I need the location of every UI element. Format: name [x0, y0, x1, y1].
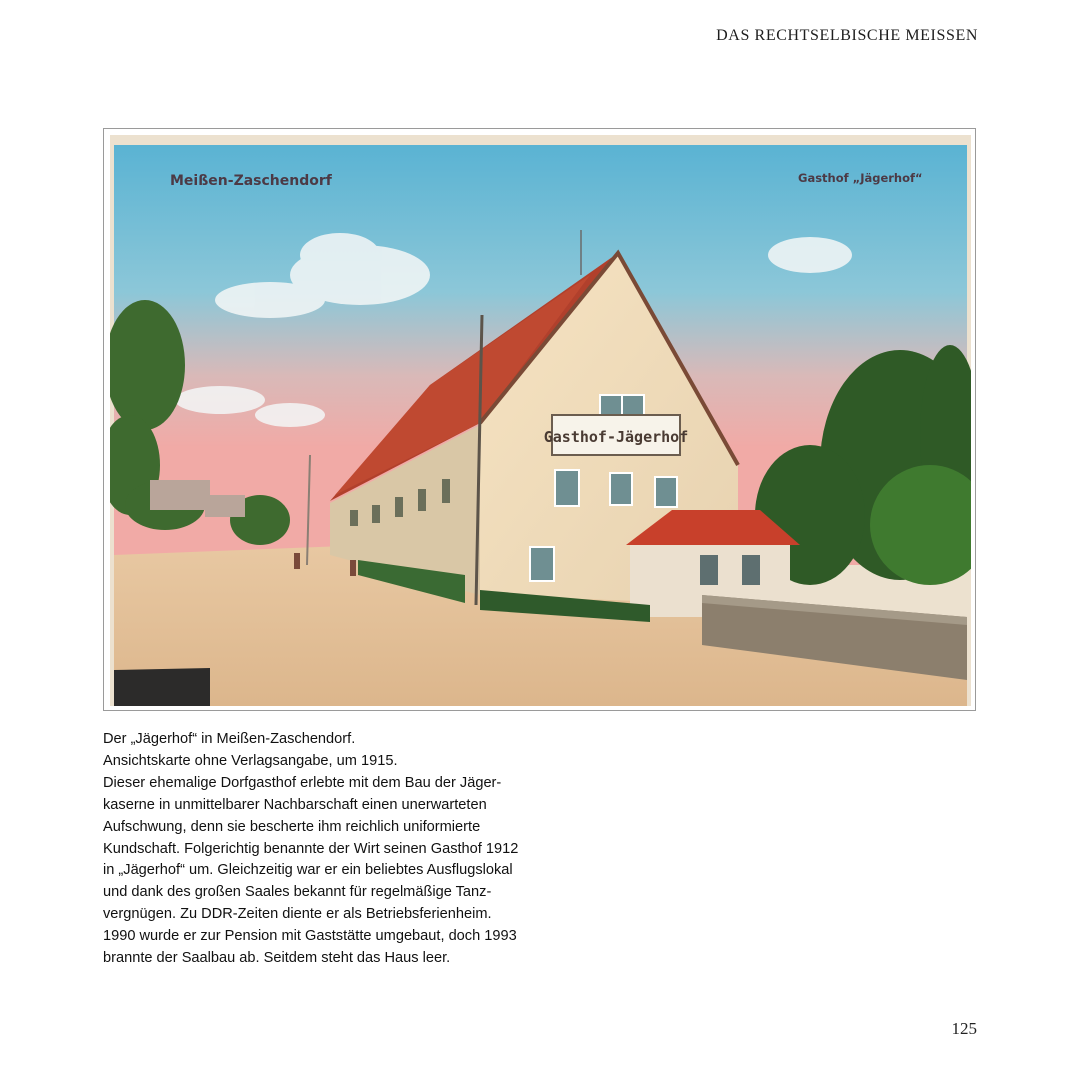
caption-line: in „Jägerhof“ um. Gleichzeitig war er ein beliebtes Ausflugslokal: [103, 862, 513, 879]
caption-line: Kundschaft. Folgerichtig benannte der Wirt seinen Gasthof 1912: [103, 840, 519, 857]
caption-line: Dieser ehemalige Dorfgasthof erlebte mit dem Bau der Jäger-: [103, 774, 502, 791]
postcard-venue-caption: Gasthof „Jägerhof“: [798, 171, 923, 185]
building-sign: Gasthof-Jägerhof: [543, 428, 689, 446]
caption-line: Ansichtskarte ohne Verlagsangabe, um 1915.: [103, 752, 398, 769]
caption-line: Aufschwung, denn sie bescherte ihm reichlich uniformierte: [103, 818, 481, 835]
caption-line: und dank des großen Saales bekannt für regelmäßige Tanz-: [103, 884, 492, 901]
caption-line: vergnügen. Zu DDR-Zeiten diente er als Betriebsferienheim.: [103, 906, 492, 923]
figure-frame: [103, 128, 976, 711]
caption-line: brannte der Saalbau ab. Seitdem steht das Haus leer.: [103, 950, 451, 967]
caption-line: 1990 wurde er zur Pension mit Gaststätte umgebaut, doch 1993: [103, 928, 517, 945]
figure-caption: [103, 729, 543, 970]
caption-line: kaserne in unmittelbarer Nachbarschaft einen unerwarteten: [103, 796, 487, 813]
running-head: DAS RECHTSELBISCHE MEISSEN: [716, 27, 978, 44]
page-number: 125: [951, 1019, 977, 1038]
caption-line: Der „Jägerhof“ in Meißen-Zaschendorf.: [103, 731, 356, 747]
postcard-place-caption: Meißen-Zaschendorf: [170, 173, 332, 189]
postcard-image: [110, 135, 971, 706]
